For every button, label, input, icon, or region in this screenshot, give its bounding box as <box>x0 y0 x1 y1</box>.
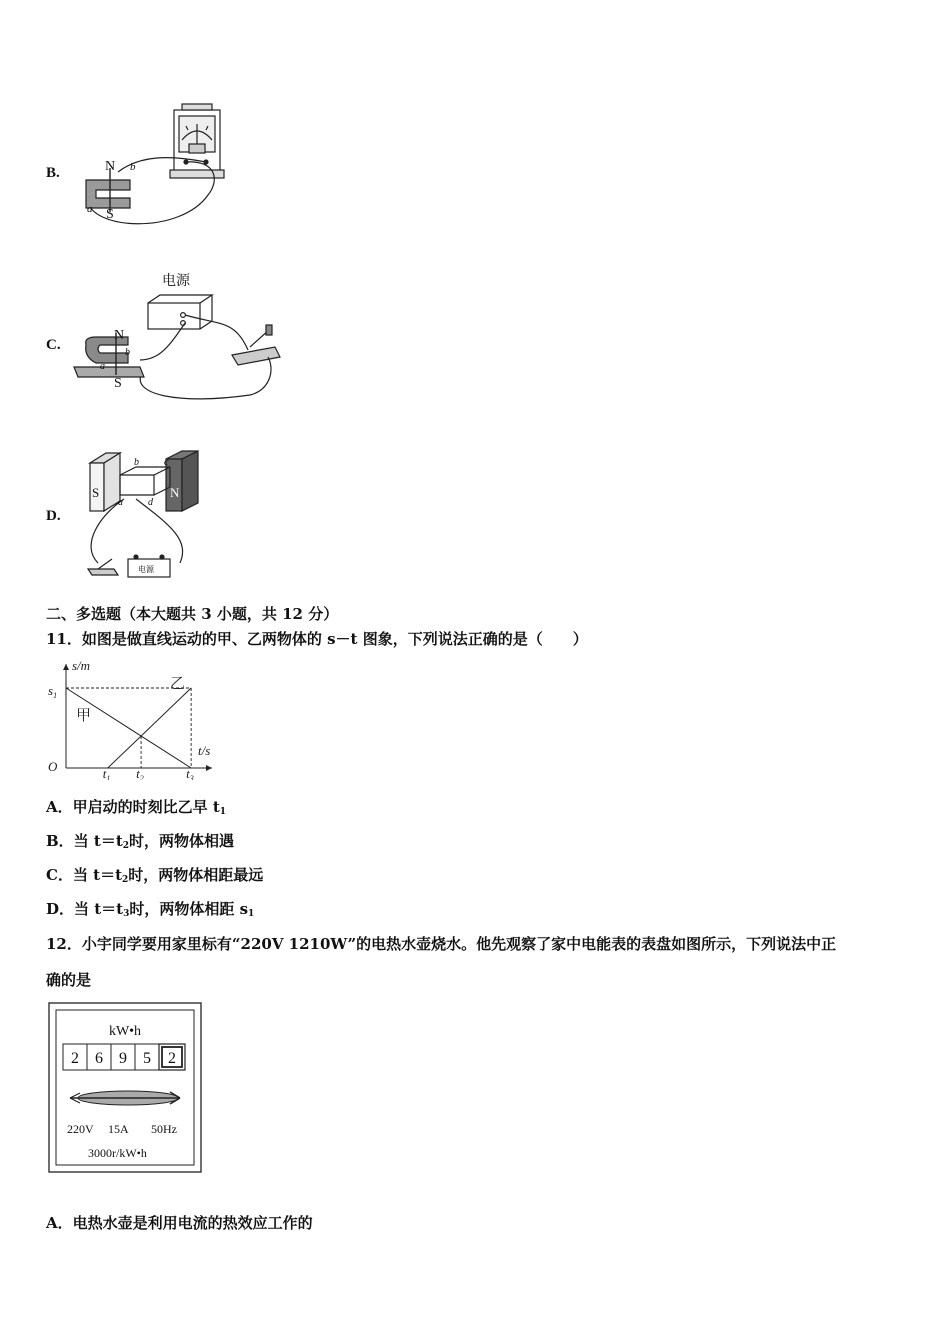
power-supply-icon <box>148 303 200 329</box>
wire-b-label: b <box>125 347 130 358</box>
magnet-s-label: S <box>106 207 114 222</box>
series-jia-label: 甲 <box>76 708 92 724</box>
q12-option-a[interactable]: A．电热水壶是利用电流的热效应工作的 <box>46 1214 313 1232</box>
q11-stem: 11．如图是做直线运动的甲、乙两物体的 s－t 图象，下列说法正确的是（ ） <box>46 630 588 648</box>
meter-digit: 2 <box>168 1050 176 1067</box>
q11-option-c[interactable]: C．当 $t=t_2$时，两物体相距最远 <box>46 866 264 885</box>
q12-stem-line1: 12．小宇同学要用家里标有“220V 1210W”的电热水壶烧水。他先观察了家中电能表的表盘如图所示，下列说法中正 <box>46 935 837 953</box>
magnet-s-label: S <box>92 485 100 500</box>
wire-c-label: c <box>164 457 169 468</box>
wire-b-label: b <box>134 457 139 468</box>
meter-spec-frequency: 50Hz <box>151 1122 177 1136</box>
power-source-label: 电源 <box>162 274 190 289</box>
y-axis-arrow <box>63 664 69 670</box>
s1-tick-label: $s_1$ <box>48 683 58 700</box>
magnet-n-label: N <box>105 159 116 174</box>
series-jia-line <box>66 688 191 768</box>
series-yi-line <box>108 688 191 768</box>
magnet-n-label: N <box>170 485 180 500</box>
x-axis-label: t/s <box>198 743 211 758</box>
option-b-label: B. <box>46 165 60 181</box>
galvanometer-icon <box>170 104 224 178</box>
switch-icon <box>88 569 118 575</box>
magnet-n-label: N <box>114 328 125 343</box>
meter-unit: kW•h <box>108 1024 142 1039</box>
q11-st-chart <box>44 658 220 780</box>
meter-digit: 2 <box>71 1050 79 1067</box>
wire-a-label: a <box>87 203 93 215</box>
wire-d-label: d <box>148 497 153 508</box>
option-b-diagram <box>70 100 240 235</box>
meter-digit: 6 <box>95 1050 103 1067</box>
magnet-s-label: S <box>114 376 122 391</box>
meter-spec-voltage: 220V <box>67 1122 94 1136</box>
t1-tick-label: $t_1$ <box>102 766 111 780</box>
option-d-diagram <box>80 445 210 585</box>
q12-energy-meter <box>48 1002 203 1174</box>
x-axis-arrow <box>206 765 212 771</box>
meter-digit: 5 <box>143 1050 151 1067</box>
q11-option-d[interactable]: D．当 $t=t_3$时，两物体相距 $s_1$ <box>46 900 255 919</box>
q11-option-a[interactable]: A．甲启动的时刻比乙早 $t_1$ <box>46 798 227 817</box>
horseshoe-magnet-icon <box>86 168 130 212</box>
option-c-diagram <box>70 265 285 410</box>
switch-icon <box>232 325 280 365</box>
series-yi-label: 乙 <box>170 676 186 692</box>
t3-tick-label: $t_3$ <box>186 766 194 780</box>
origin-label: O <box>48 759 58 774</box>
t2-tick-label: $t_2$ <box>136 766 144 780</box>
option-d-label: D. <box>46 508 61 524</box>
q11-option-b[interactable]: B．当 $t=t_2$时，两物体相遇 <box>46 832 235 851</box>
power-source-label: 电源 <box>138 565 154 574</box>
wire-b-label: b <box>130 161 136 173</box>
wire-a-label: a <box>118 497 123 508</box>
meter-rev-rate: 3000r/kW•h <box>88 1146 147 1160</box>
meter-digit: 9 <box>119 1050 127 1067</box>
option-c-label: C. <box>46 337 61 353</box>
wire-a-label: a <box>100 361 105 372</box>
q12-stem-line2: 确的是 <box>46 971 92 989</box>
meter-spec-current: 15A <box>108 1122 129 1136</box>
y-axis-label: s/m <box>72 658 91 673</box>
section-title: 二、多选题（本大题共 3 小题，共 12 分） <box>46 605 339 623</box>
